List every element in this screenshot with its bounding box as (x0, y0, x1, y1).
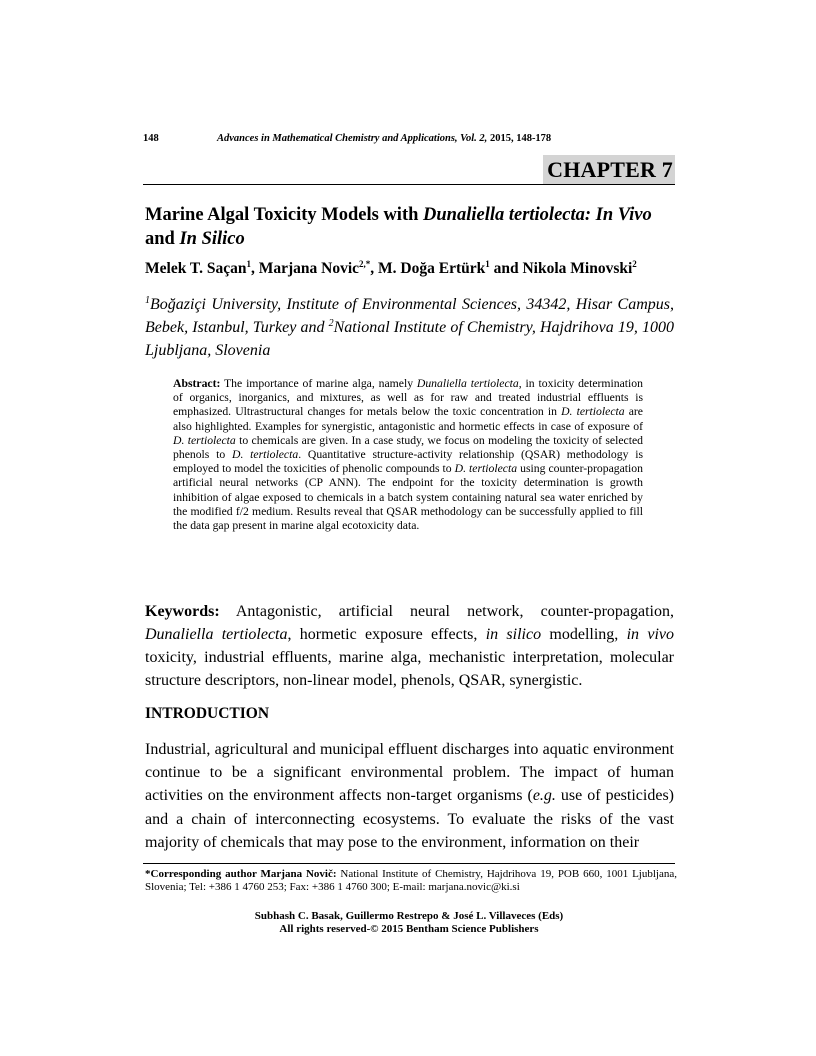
keywords-in-silico: in silico (485, 626, 542, 643)
keywords-text-2: , hormetic exposure effects, (287, 626, 486, 643)
keywords-text-3: modelling, (541, 626, 627, 643)
abstract-text-5: . Quantitative structure-activity relationship (QSAR) methodology is employed to model the toxicities of phenolic compounds to (173, 448, 644, 476)
intro-text-1: Industrial, agricultural and municipal effluent discharges into aquatic environment continue to be a significant environmental problem. The impact of human activities on the environment affects non-target organisms ( (145, 741, 674, 805)
abstract-species-3: D. tertiolecta (173, 433, 236, 447)
abstract-species-1: Dunaliella tertiolecta (416, 377, 519, 390)
author-2-affil: 2,* (359, 259, 371, 269)
abstract-species-4: D. tertiolecta (232, 448, 299, 462)
section-heading: INTRODUCTION (145, 705, 270, 722)
intro-text-2: use of pesticides) and a chain of interconnecting ecosystems. To evaluate the risks of the vast majority of chemicals that may pose to the environment, information on their (145, 787, 675, 851)
affil-1-mark: 1 (145, 295, 150, 306)
abstract-species-2: D. tertiolecta (561, 405, 625, 419)
page-number: 148 (143, 133, 159, 144)
author-4-affil: 2 (632, 259, 637, 269)
keywords (145, 600, 674, 692)
affil-1-text: Boğaziçi University, Institute of Environmental Sciences, 34342, Hisar Campus, Bebek, Istanbul, Turkey and (145, 296, 674, 336)
header-rule (143, 184, 675, 185)
author-1: Melek T. Saçan (145, 260, 247, 277)
keywords-label: Keywords: (145, 603, 220, 620)
abstract-label: Abstract: (173, 377, 221, 390)
journal-citation (217, 133, 551, 144)
abstract-text-6: using counter-propagation artificial neural networks (CP ANN). The endpoint for the toxicity determination is growth inhibition of algae exposed to chemicals in a batch system containing natural sea water enriched by the modified f/2 medium. Results reveal that QSAR methodology can be successfully applied to fill the data gap present in marine algal ecotoxicity data. (173, 462, 643, 533)
abstract-text-3: are also highlighted. Examples for synergistic, antagonistic and hormetic effects in case of exposure of (173, 405, 643, 433)
chapter-title (145, 203, 680, 251)
affiliations (145, 293, 674, 362)
keywords-species: Dunaliella tertiolecta (145, 626, 288, 643)
publisher-info (143, 910, 675, 936)
intro-paragraph (145, 738, 674, 854)
keywords-text-4: toxicity, industrial effluents, marine alga, mechanistic interpretation, molecular structure descriptors, non-linear model, phenols, QSAR, synergistic. (145, 649, 674, 689)
footnote-label: *Corresponding author Marjana Novič: (145, 868, 337, 880)
abstract-species-5: D. tertiolecta (454, 462, 518, 476)
journal-year-pages: 2015, 148-178 (489, 133, 552, 144)
title-species: Dunaliella tertiolecta: In Vivo (423, 205, 652, 225)
abstract-text-4: to chemicals are given. In a case study, we focus on modeling the toxicity of selected phenols to (173, 433, 643, 462)
footnote-rule (143, 863, 675, 864)
author-2: , Marjana Novic (250, 260, 360, 277)
keywords-in-vivo: in vivo (626, 626, 675, 643)
editors-line: Subhash C. Basak, Guillermo Restrepo & José L. Villaveces (Eds) (254, 910, 564, 922)
abstract-text-2: , in toxicity determination of organics, inorganics, and mixtures, as well as for raw and treated industrial effluents is emphasized. Ultrastructural changes for metals below the toxic concentration in (173, 377, 643, 419)
author-3: , M. Doğa Ertürk (370, 260, 486, 277)
journal-name: Advances in Mathematical Chemistry and Applications, Vol. 2, (217, 133, 488, 144)
title-part-1: Marine Algal Toxicity Models with (145, 205, 424, 225)
affil-2-text: National Institute of Chemistry, Hajdrihova 19, 1000 Ljubljana, Slovenia (145, 319, 674, 359)
chapter-label: CHAPTER 7 (543, 155, 675, 184)
copyright-line: All rights reserved-© 2015 Bentham Science Publishers (279, 923, 539, 935)
author-list (145, 260, 680, 278)
intro-eg: e.g. (532, 787, 556, 805)
affil-2-mark: 2 (328, 318, 334, 329)
author-1-affil: 1 (246, 259, 251, 269)
title-in-silico: In Silico (179, 229, 245, 249)
keywords-text-1: Antagonistic, artificial neural network, counter-propagation, (219, 603, 674, 620)
abstract (173, 377, 643, 533)
footnote-text: National Institute of Chemistry, Hajdrihova 19, POB 660, 1001 Ljubljana, Slovenia; Tel: +386 1 4760 253; Fax: +386 1 4760 300; E-mail: marjana.novic@ki.si (145, 868, 677, 893)
abstract-text-1: The importance of marine alga, namely (220, 377, 417, 390)
title-part-3: and (145, 229, 180, 249)
author-3-affil: 1 (485, 259, 490, 269)
footnote (145, 868, 677, 894)
author-4: and Nikola Minovski (489, 260, 633, 277)
